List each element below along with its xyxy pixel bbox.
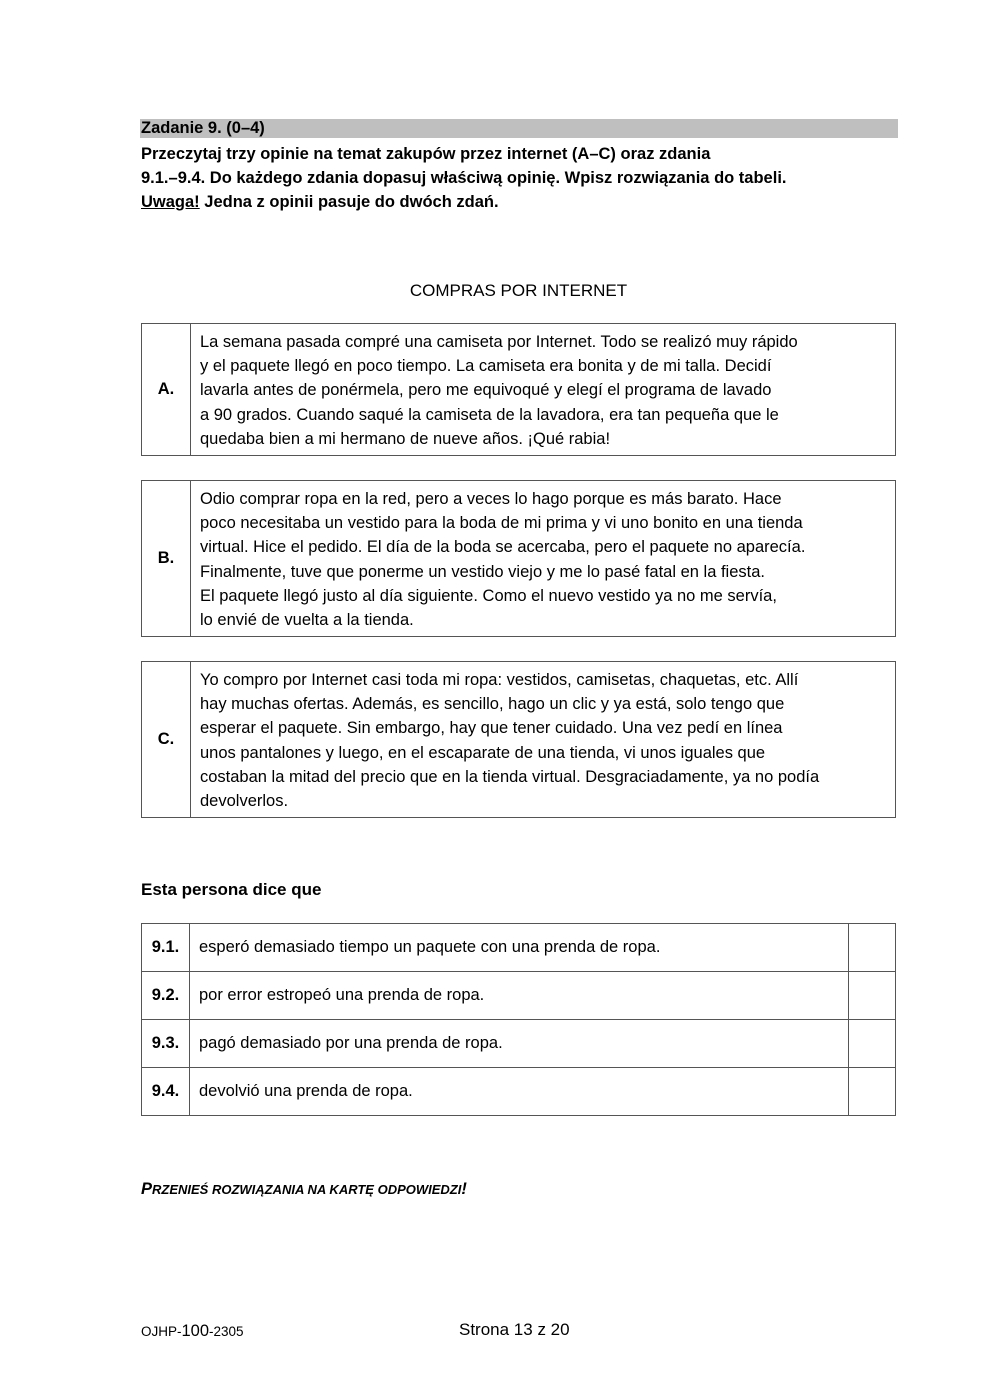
statement-text: por error estropeó una prenda de ropa. <box>190 972 849 1020</box>
task-instruction <box>141 142 901 214</box>
instruction-note <box>141 190 901 214</box>
transfer-note <box>141 1180 467 1199</box>
instruction-line-2: 9.1.–9.4. Do każdego zdania dopasuj właściwą opinię. Wpisz rozwiązania do tabeli. <box>141 169 787 187</box>
exam-code-mid: 100 <box>181 1322 210 1340</box>
statement-number: 9.4. <box>142 1068 190 1116</box>
statement-number: 9.3. <box>142 1020 190 1068</box>
statements-lead: Esta persona dice que <box>141 880 322 899</box>
opinion-text <box>191 662 827 817</box>
opinion-line: poco necesitaba un vestido para la boda de mi prima y vi uno bonito en una tienda <box>200 514 803 533</box>
statement-number: 9.2. <box>142 972 190 1020</box>
statement-text: pagó demasiado por una prenda de ropa. <box>190 1020 849 1068</box>
transfer-note-body: RZENIEŚ ROZWIĄZANIA NA KARTĘ ODPOWIEDZI <box>152 1182 462 1197</box>
answer-cell[interactable] <box>849 924 896 972</box>
opinion-box-c <box>141 661 896 818</box>
answer-cell[interactable] <box>849 972 896 1020</box>
opinion-line: esperar el paquete. Sin embargo, hay que tener cuidado. Una vez pedí en línea <box>200 719 783 738</box>
opinion-line: Finalmente, tuve que ponerme un vestido viejo y me lo pasé fatal en la fiesta. <box>200 562 765 581</box>
table-row <box>142 924 896 972</box>
transfer-note-end: ! <box>461 1180 467 1198</box>
answer-cell[interactable] <box>849 1020 896 1068</box>
opinion-letter: A. <box>142 324 191 455</box>
opinion-line: costaban la mitad del precio que en la tienda virtual. Desgraciadamente, ya no podía <box>200 767 820 786</box>
opinion-box-a <box>141 323 896 456</box>
opinion-line: La semana pasada compré una camiseta por Internet. Todo se realizó muy rápido <box>200 333 798 351</box>
table-row <box>142 972 896 1020</box>
opinion-line: lo envié de vuelta a la tienda. <box>200 611 414 630</box>
opinion-line: hay muchas ofertas. Además, es sencillo, hago un clic y ya está, solo tengo que <box>200 695 785 714</box>
opinion-text <box>191 324 806 455</box>
statements-table <box>141 923 896 1116</box>
section-title: COMPRAS POR INTERNET <box>409 281 628 300</box>
opinion-line: unos pantalones y luego, en el escaparate de una tienda, vi unos iguales que <box>200 743 766 762</box>
opinion-letter: C. <box>142 662 191 817</box>
exam-code-suffix: -2305 <box>209 1324 244 1339</box>
statement-text: devolvió una prenda de ropa. <box>190 1068 849 1116</box>
answer-cell[interactable] <box>849 1068 896 1116</box>
task-header: Zadanie 9. (0–4) <box>140 119 898 138</box>
opinion-line: El paquete llegó justo al día siguiente. Como el nuevo vestido ya no me servía, <box>200 586 777 605</box>
table-row <box>142 1068 896 1116</box>
page-number: Strona 13 z 20 <box>459 1320 570 1339</box>
instruction-line-1: Przeczytaj trzy opinie na temat zakupów przez internet (A–C) oraz zdania <box>141 145 711 163</box>
statement-number: 9.1. <box>142 924 190 972</box>
opinion-line: lavarla antes de ponérmela, pero me equivoqué y elegí el programa de lavado <box>200 381 772 400</box>
opinion-line: devolverlos. <box>200 792 289 811</box>
opinion-line: virtual. Hice el pedido. El día de la boda se acercaba, pero el paquete no aparecía. <box>200 538 806 557</box>
opinion-box-b <box>141 480 896 637</box>
opinion-line: Yo compro por Internet casi toda mi ropa: vestidos, camisetas, chaquetas, etc. Allí <box>200 671 799 689</box>
opinion-line: y el paquete llegó en poco tiempo. La camiseta era bonita y de mi talla. Decidí <box>200 357 772 376</box>
exam-code <box>141 1322 244 1341</box>
opinion-letter: B. <box>142 481 191 636</box>
note-text: Jedna z opinii pasuje do dwóch zdań. <box>199 193 499 211</box>
note-label: Uwaga! <box>141 193 200 211</box>
transfer-note-initial: P <box>141 1180 153 1198</box>
opinion-line: quedaba bien a mi hermano de nueve años. ¡Qué rabia! <box>200 429 611 448</box>
opinion-text <box>191 481 813 636</box>
statement-text: esperó demasiado tiempo un paquete con una prenda de ropa. <box>190 924 849 972</box>
exam-code-prefix: OJHP- <box>141 1324 182 1339</box>
opinion-line: a 90 grados. Cuando saqué la camiseta de la lavadora, era tan pequeña que le <box>200 405 779 424</box>
opinion-line: Odio comprar ropa en la red, pero a veces lo hago porque es más barato. Hace <box>200 490 782 508</box>
table-row <box>142 1020 896 1068</box>
